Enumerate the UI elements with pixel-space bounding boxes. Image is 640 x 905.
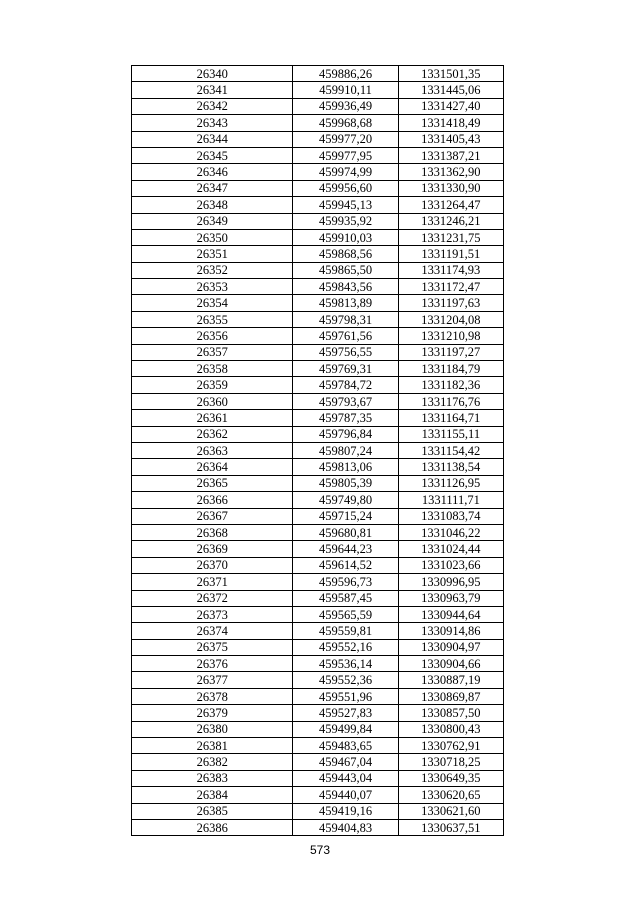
y-coordinate-cell: 1331362,90 [398, 164, 503, 180]
y-coordinate-cell: 1331174,93 [398, 262, 503, 278]
y-coordinate-cell: 1331184,79 [398, 361, 503, 377]
table-row [132, 295, 504, 311]
point-number-cell: 26350 [132, 229, 293, 245]
table-row [132, 164, 504, 180]
point-number-cell: 26386 [132, 819, 293, 835]
table-row [132, 459, 504, 475]
y-coordinate-cell: 1331330,90 [398, 180, 503, 196]
point-number-cell: 26349 [132, 213, 293, 229]
table-row [132, 82, 504, 98]
point-number-cell: 26342 [132, 98, 293, 114]
table-row [132, 508, 504, 524]
x-coordinate-cell: 459796,84 [293, 426, 398, 442]
x-coordinate-cell: 459784,72 [293, 377, 398, 393]
x-coordinate-cell: 459813,06 [293, 459, 398, 475]
x-coordinate-cell: 459565,59 [293, 606, 398, 622]
table-row [132, 754, 504, 770]
point-number-cell: 26360 [132, 393, 293, 409]
x-coordinate-cell: 459936,49 [293, 98, 398, 114]
x-coordinate-cell: 459956,60 [293, 180, 398, 196]
x-coordinate-cell: 459910,03 [293, 229, 398, 245]
point-number-cell: 26385 [132, 803, 293, 819]
point-number-cell: 26374 [132, 623, 293, 639]
point-number-cell: 26378 [132, 688, 293, 704]
table-row [132, 606, 504, 622]
x-coordinate-cell: 459787,35 [293, 410, 398, 426]
point-number-cell: 26384 [132, 787, 293, 803]
point-number-cell: 26361 [132, 410, 293, 426]
table-row [132, 656, 504, 672]
y-coordinate-cell: 1331501,35 [398, 66, 503, 82]
x-coordinate-cell: 459527,83 [293, 705, 398, 721]
point-number-cell: 26372 [132, 590, 293, 606]
y-coordinate-cell: 1330621,60 [398, 803, 503, 819]
x-coordinate-cell: 459968,68 [293, 115, 398, 131]
x-coordinate-cell: 459910,11 [293, 82, 398, 98]
x-coordinate-cell: 459886,26 [293, 66, 398, 82]
point-number-cell: 26366 [132, 492, 293, 508]
y-coordinate-cell: 1331111,71 [398, 492, 503, 508]
y-coordinate-cell: 1331231,75 [398, 229, 503, 245]
x-coordinate-cell: 459680,81 [293, 524, 398, 540]
table-row [132, 311, 504, 327]
y-coordinate-cell: 1330996,95 [398, 574, 503, 590]
table-row [132, 803, 504, 819]
table-row [132, 819, 504, 835]
x-coordinate-cell: 459807,24 [293, 442, 398, 458]
table-row [132, 246, 504, 262]
y-coordinate-cell: 1330718,25 [398, 754, 503, 770]
x-coordinate-cell: 459756,55 [293, 344, 398, 360]
table-row [132, 229, 504, 245]
y-coordinate-cell: 1330857,50 [398, 705, 503, 721]
point-number-cell: 26343 [132, 115, 293, 131]
y-coordinate-cell: 1331126,95 [398, 475, 503, 491]
y-coordinate-cell: 1330944,64 [398, 606, 503, 622]
table-row [132, 361, 504, 377]
point-number-cell: 26353 [132, 279, 293, 295]
y-coordinate-cell: 1331246,21 [398, 213, 503, 229]
point-number-cell: 26370 [132, 557, 293, 573]
table-row [132, 672, 504, 688]
x-coordinate-cell: 459868,56 [293, 246, 398, 262]
point-number-cell: 26377 [132, 672, 293, 688]
table-row [132, 574, 504, 590]
table-row [132, 492, 504, 508]
point-number-cell: 26369 [132, 541, 293, 557]
x-coordinate-cell: 459805,39 [293, 475, 398, 491]
table-row [132, 393, 504, 409]
x-coordinate-cell: 459596,73 [293, 574, 398, 590]
y-coordinate-cell: 1330869,87 [398, 688, 503, 704]
point-number-cell: 26376 [132, 656, 293, 672]
y-coordinate-cell: 1331138,54 [398, 459, 503, 475]
point-number-cell: 26346 [132, 164, 293, 180]
table-row [132, 410, 504, 426]
y-coordinate-cell: 1331083,74 [398, 508, 503, 524]
y-coordinate-cell: 1330887,19 [398, 672, 503, 688]
x-coordinate-cell: 459404,83 [293, 819, 398, 835]
point-number-cell: 26382 [132, 754, 293, 770]
y-coordinate-cell: 1331204,08 [398, 311, 503, 327]
table-row [132, 180, 504, 196]
x-coordinate-cell: 459798,31 [293, 311, 398, 327]
table-row [132, 623, 504, 639]
y-coordinate-cell: 1330637,51 [398, 819, 503, 835]
point-number-cell: 26345 [132, 147, 293, 163]
point-number-cell: 26358 [132, 361, 293, 377]
point-number-cell: 26371 [132, 574, 293, 590]
x-coordinate-cell: 459769,31 [293, 361, 398, 377]
point-number-cell: 26381 [132, 738, 293, 754]
point-number-cell: 26368 [132, 524, 293, 540]
y-coordinate-cell: 1331164,71 [398, 410, 503, 426]
y-coordinate-cell: 1330620,65 [398, 787, 503, 803]
y-coordinate-cell: 1330963,79 [398, 590, 503, 606]
x-coordinate-cell: 459977,20 [293, 131, 398, 147]
y-coordinate-cell: 1331210,98 [398, 328, 503, 344]
x-coordinate-cell: 459761,56 [293, 328, 398, 344]
table-row [132, 442, 504, 458]
y-coordinate-cell: 1331191,51 [398, 246, 503, 262]
table-row [132, 524, 504, 540]
x-coordinate-cell: 459715,24 [293, 508, 398, 524]
y-coordinate-cell: 1331172,47 [398, 279, 503, 295]
y-coordinate-cell: 1331418,49 [398, 115, 503, 131]
point-number-cell: 26365 [132, 475, 293, 491]
x-coordinate-cell: 459483,65 [293, 738, 398, 754]
table-row [132, 721, 504, 737]
y-coordinate-cell: 1331176,76 [398, 393, 503, 409]
table-row [132, 279, 504, 295]
x-coordinate-cell: 459935,92 [293, 213, 398, 229]
x-coordinate-cell: 459419,16 [293, 803, 398, 819]
point-number-cell: 26379 [132, 705, 293, 721]
y-coordinate-cell: 1331387,21 [398, 147, 503, 163]
x-coordinate-cell: 459974,99 [293, 164, 398, 180]
table-row [132, 590, 504, 606]
y-coordinate-cell: 1331197,63 [398, 295, 503, 311]
table-row [132, 197, 504, 213]
table-row [132, 688, 504, 704]
table-row [132, 541, 504, 557]
table-row [132, 738, 504, 754]
table-row [132, 639, 504, 655]
x-coordinate-cell: 459443,04 [293, 770, 398, 786]
y-coordinate-cell: 1331023,66 [398, 557, 503, 573]
table-row [132, 213, 504, 229]
x-coordinate-cell: 459977,95 [293, 147, 398, 163]
table-row [132, 66, 504, 82]
coordinates-table [131, 65, 504, 836]
page-number: 573 [309, 843, 331, 857]
point-number-cell: 26348 [132, 197, 293, 213]
table-row [132, 115, 504, 131]
point-number-cell: 26383 [132, 770, 293, 786]
table-row [132, 770, 504, 786]
y-coordinate-cell: 1330762,91 [398, 738, 503, 754]
y-coordinate-cell: 1331024,44 [398, 541, 503, 557]
x-coordinate-cell: 459536,14 [293, 656, 398, 672]
x-coordinate-cell: 459793,67 [293, 393, 398, 409]
point-number-cell: 26359 [132, 377, 293, 393]
point-number-cell: 26355 [132, 311, 293, 327]
x-coordinate-cell: 459552,36 [293, 672, 398, 688]
point-number-cell: 26340 [132, 66, 293, 82]
table-row [132, 557, 504, 573]
x-coordinate-cell: 459614,52 [293, 557, 398, 573]
y-coordinate-cell: 1331264,47 [398, 197, 503, 213]
point-number-cell: 26341 [132, 82, 293, 98]
y-coordinate-cell: 1330914,86 [398, 623, 503, 639]
x-coordinate-cell: 459813,89 [293, 295, 398, 311]
point-number-cell: 26352 [132, 262, 293, 278]
x-coordinate-cell: 459552,16 [293, 639, 398, 655]
y-coordinate-cell: 1331405,43 [398, 131, 503, 147]
x-coordinate-cell: 459559,81 [293, 623, 398, 639]
point-number-cell: 26356 [132, 328, 293, 344]
y-coordinate-cell: 1331427,40 [398, 98, 503, 114]
table-row [132, 426, 504, 442]
table-row [132, 147, 504, 163]
y-coordinate-cell: 1330904,97 [398, 639, 503, 655]
y-coordinate-cell: 1331154,42 [398, 442, 503, 458]
y-coordinate-cell: 1330904,66 [398, 656, 503, 672]
x-coordinate-cell: 459843,56 [293, 279, 398, 295]
x-coordinate-cell: 459499,84 [293, 721, 398, 737]
point-number-cell: 26347 [132, 180, 293, 196]
point-number-cell: 26357 [132, 344, 293, 360]
table-row [132, 705, 504, 721]
y-coordinate-cell: 1330800,43 [398, 721, 503, 737]
point-number-cell: 26344 [132, 131, 293, 147]
point-number-cell: 26375 [132, 639, 293, 655]
y-coordinate-cell: 1330649,35 [398, 770, 503, 786]
x-coordinate-cell: 459865,50 [293, 262, 398, 278]
y-coordinate-cell: 1331445,06 [398, 82, 503, 98]
point-number-cell: 26351 [132, 246, 293, 262]
table-row [132, 377, 504, 393]
point-number-cell: 26380 [132, 721, 293, 737]
point-number-cell: 26367 [132, 508, 293, 524]
y-coordinate-cell: 1331182,36 [398, 377, 503, 393]
table-row [132, 475, 504, 491]
y-coordinate-cell: 1331197,27 [398, 344, 503, 360]
table-row [132, 131, 504, 147]
point-number-cell: 26364 [132, 459, 293, 475]
y-coordinate-cell: 1331155,11 [398, 426, 503, 442]
point-number-cell: 26362 [132, 426, 293, 442]
table-row [132, 344, 504, 360]
x-coordinate-cell: 459440,07 [293, 787, 398, 803]
y-coordinate-cell: 1331046,22 [398, 524, 503, 540]
x-coordinate-cell: 459551,96 [293, 688, 398, 704]
table-row [132, 328, 504, 344]
point-number-cell: 26354 [132, 295, 293, 311]
table-row [132, 787, 504, 803]
point-number-cell: 26373 [132, 606, 293, 622]
table-row [132, 98, 504, 114]
x-coordinate-cell: 459945,13 [293, 197, 398, 213]
x-coordinate-cell: 459749,80 [293, 492, 398, 508]
x-coordinate-cell: 459644,23 [293, 541, 398, 557]
table-row [132, 262, 504, 278]
x-coordinate-cell: 459467,04 [293, 754, 398, 770]
x-coordinate-cell: 459587,45 [293, 590, 398, 606]
coordinates-table-body [132, 66, 504, 836]
point-number-cell: 26363 [132, 442, 293, 458]
